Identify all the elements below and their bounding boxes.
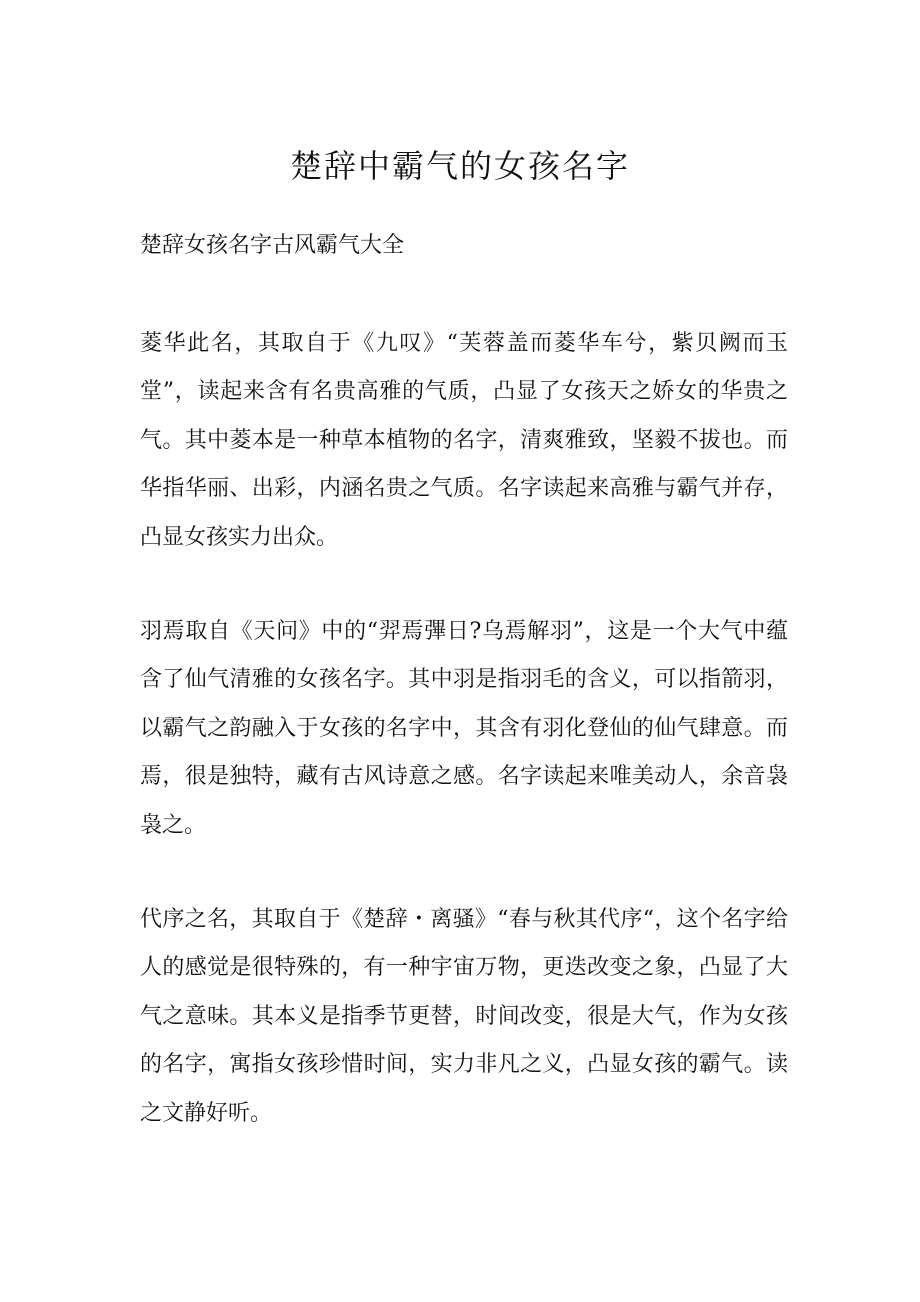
paragraph-daixu: 代序之名，其取自于《楚辞・离骚》“春与秋其代序“，这个名字给人的感觉是很特殊的，有一种宇宙万物，更迭改变之象，凸显了大气之意味。其本义是指季节更替，时间改变，很是大气，作为女孩的名字，寓指女孩珍惜时间，实力非凡之义，凸显女孩的霸气。读之文静好听。 [140,907,788,1126]
paragraph-yuyan: 羽焉取自《天问》中的“羿焉彃日?乌焉解羽”，这是一个大气中蕴含了仙气清雅的女孩名字。其中羽是指羽毛的含义，可以指箭羽，以霸气之韵融入于女孩的名字中，其含有羽化登仙的仙气肆意。而焉，很是独特，藏有古风诗意之感。名字读起来唯美动人，余音袅袅之。 [140,619,788,838]
document-title: 楚辞中霸气的女孩名字 [289,147,630,185]
paragraph-lingua: 菱华此名，其取自于《九叹》“芙蓉盖而菱华车兮，紫贝阙而玉堂”，读起来含有名贵高雅的气质，凸显了女孩天之娇女的华贵之气。其中菱本是一种草本植物的名字，清爽雅致，坚毅不拔也。而华指华丽、出彩，内涵名贵之气质。名字读起来高雅与霸气并存，凸显女孩实力出众。 [140,331,788,550]
document-subtitle: 楚辞女孩名字古风霸气大全 [140,233,405,258]
